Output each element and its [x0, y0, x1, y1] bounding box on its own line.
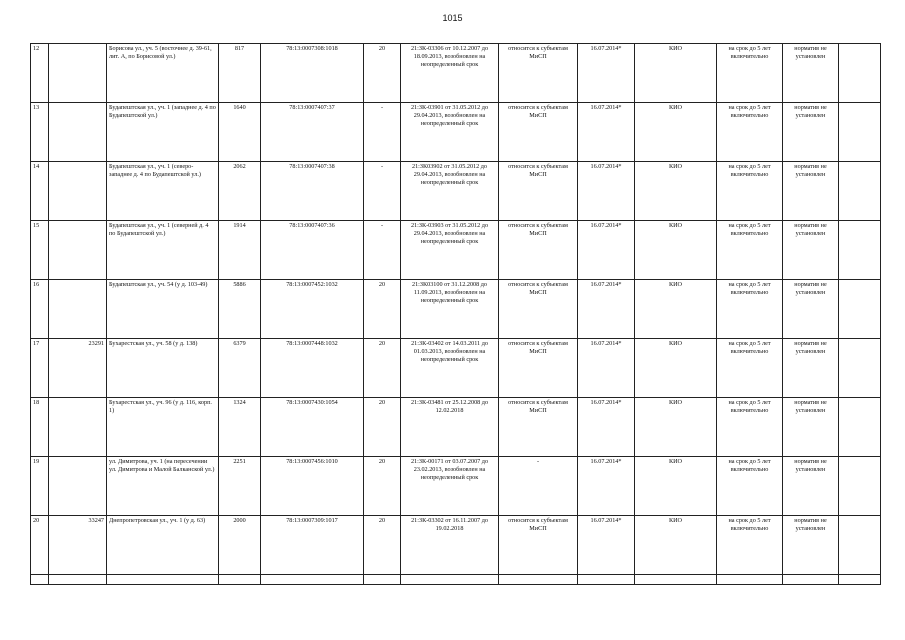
- address-cell: ул. Димитрова, уч. 1 (на пересечении ул. Димитрова и Малой Балканской ул.): [107, 457, 219, 516]
- object-id-cell: [49, 162, 107, 221]
- date-cell: 16.07.2014*: [578, 162, 635, 221]
- area-cell: 1914: [219, 221, 261, 280]
- lease-term-cell: на срок до 5 лет включительно: [717, 103, 783, 162]
- lease-document-cell: 21:ЗК-03481 от 25.12.2008 до 12.02.2018: [401, 398, 499, 457]
- date-cell: 16.07.2014*: [578, 221, 635, 280]
- table-row: [31, 457, 881, 516]
- subject-status-cell: относится к субъектам МиСП: [499, 103, 578, 162]
- subject-status-cell: относится к субъектам МиСП: [499, 44, 578, 103]
- cadastral-number-cell: 78:13:0007448:1032: [261, 339, 364, 398]
- cadastral-number-cell: 78:13:0007407:38: [261, 162, 364, 221]
- authority-cell: КИО: [635, 398, 717, 457]
- lease-term-cell: на срок до 5 лет включительно: [717, 221, 783, 280]
- authority-cell: КИО: [635, 221, 717, 280]
- authority-cell: КИО: [635, 103, 717, 162]
- cadastral-number-cell: 78:13:0007430:1054: [261, 398, 364, 457]
- percent-cell: -: [364, 103, 401, 162]
- percent-cell: -: [364, 221, 401, 280]
- row-number-cell: 18: [31, 398, 49, 457]
- object-id-cell: [49, 44, 107, 103]
- empty-cell: [839, 398, 881, 457]
- lease-document-cell: [401, 575, 499, 585]
- subject-status-cell: относится к субъектам МиСП: [499, 162, 578, 221]
- cadastral-number-cell: 78:13:0007309:1017: [261, 516, 364, 575]
- area-cell: 6379: [219, 339, 261, 398]
- lease-term-cell: на срок до 5 лет включительно: [717, 162, 783, 221]
- subject-status-cell: [499, 575, 578, 585]
- lease-term-cell: на срок до 5 лет включительно: [717, 280, 783, 339]
- area-cell: 2062: [219, 162, 261, 221]
- norm-cell: норматив не установлен: [783, 221, 839, 280]
- row-number-cell: 20: [31, 516, 49, 575]
- empty-cell: [839, 162, 881, 221]
- norm-cell: норматив не установлен: [783, 280, 839, 339]
- date-cell: [578, 575, 635, 585]
- norm-cell: норматив не установлен: [783, 516, 839, 575]
- authority-cell: [635, 575, 717, 585]
- row-number-cell: 17: [31, 339, 49, 398]
- subject-status-cell: -: [499, 457, 578, 516]
- lease-document-cell: 21:ЗК-00171 от 03.07.2007 до 23.02.2013, возобновлен на неопределенный срок: [401, 457, 499, 516]
- table-row: [31, 103, 881, 162]
- address-cell: Будапештская ул., уч. 54 (у д. 103-49): [107, 280, 219, 339]
- subject-status-cell: относится к субъектам МиСП: [499, 516, 578, 575]
- authority-cell: КИО: [635, 280, 717, 339]
- cadastral-number-cell: 78:13:0007407:37: [261, 103, 364, 162]
- percent-cell: -: [364, 162, 401, 221]
- row-number-cell: 15: [31, 221, 49, 280]
- address-cell: Борисова ул., уч. 5 (восточнее д. 39-61, лит. А, по Борисовой ул.): [107, 44, 219, 103]
- object-id-cell: [49, 103, 107, 162]
- area-cell: 817: [219, 44, 261, 103]
- lease-document-cell: 21:ЗК-03901 от 31.05.2012 до 29.04.2013, возобновлен на неопределенный срок: [401, 103, 499, 162]
- lease-document-cell: 21:ЗК03902 от 31.05.2012 до 29.04.2013, возобновлен на неопределенный срок: [401, 162, 499, 221]
- subject-status-cell: относится к субъектам МиСП: [499, 221, 578, 280]
- empty-cell: [839, 339, 881, 398]
- cadastral-number-cell: 78:13:0007308:1018: [261, 44, 364, 103]
- table-row: [31, 398, 881, 457]
- object-id-cell: [49, 221, 107, 280]
- percent-cell: [364, 575, 401, 585]
- authority-cell: КИО: [635, 516, 717, 575]
- row-number-cell: 12: [31, 44, 49, 103]
- object-id-cell: [49, 398, 107, 457]
- empty-cell: [839, 221, 881, 280]
- address-cell: Будапештская ул., уч. 1 (западнее д. 4 по Будапештской ул.): [107, 103, 219, 162]
- empty-cell: [839, 44, 881, 103]
- norm-cell: норматив не установлен: [783, 44, 839, 103]
- object-id-cell: [49, 457, 107, 516]
- lease-term-cell: на срок до 5 лет включительно: [717, 398, 783, 457]
- table-row: [31, 339, 881, 398]
- address-cell: Днепропетровская ул., уч. 1 (у д. 63): [107, 516, 219, 575]
- table-row: [31, 162, 881, 221]
- cadastral-number-cell: 78:13:0007452:1032: [261, 280, 364, 339]
- norm-cell: норматив не установлен: [783, 398, 839, 457]
- area-cell: 1324: [219, 398, 261, 457]
- address-cell: Бухарестская ул., уч. 58 (у д. 138): [107, 339, 219, 398]
- percent-cell: 20: [364, 44, 401, 103]
- row-number-cell: 19: [31, 457, 49, 516]
- lease-term-cell: на срок до 5 лет включительно: [717, 457, 783, 516]
- date-cell: 16.07.2014*: [578, 44, 635, 103]
- date-cell: 16.07.2014*: [578, 103, 635, 162]
- area-cell: 2000: [219, 516, 261, 575]
- cadastral-number-cell: [261, 575, 364, 585]
- norm-cell: [783, 575, 839, 585]
- lease-document-cell: 21:ЗК-03302 от 16.11.2007 до 19.02.2018: [401, 516, 499, 575]
- address-cell: [107, 575, 219, 585]
- address-cell: Будапештская ул., уч. 1 (северо-западнее д. 4 по Будапештской ул.): [107, 162, 219, 221]
- address-cell: Бухарестская ул., уч. 96 (у д. 116, корп. 1): [107, 398, 219, 457]
- object-id-cell: [49, 280, 107, 339]
- land-plots-table: [30, 43, 881, 585]
- row-number-cell: 16: [31, 280, 49, 339]
- authority-cell: КИО: [635, 44, 717, 103]
- norm-cell: норматив не установлен: [783, 103, 839, 162]
- lease-document-cell: 21:ЗК-03306 от 10.12.2007 до 18.09.2013, возобновлен на неопределенный срок: [401, 44, 499, 103]
- area-cell: 1640: [219, 103, 261, 162]
- lease-term-cell: на срок до 5 лет включительно: [717, 339, 783, 398]
- row-number-cell: 14: [31, 162, 49, 221]
- date-cell: 16.07.2014*: [578, 339, 635, 398]
- table-row: [31, 280, 881, 339]
- lease-term-cell: [717, 575, 783, 585]
- table-row: [31, 575, 881, 585]
- date-cell: 16.07.2014*: [578, 398, 635, 457]
- authority-cell: КИО: [635, 339, 717, 398]
- subject-status-cell: относится к субъектам МиСП: [499, 398, 578, 457]
- authority-cell: КИО: [635, 162, 717, 221]
- object-id-cell: [49, 575, 107, 585]
- table-row: [31, 221, 881, 280]
- object-id-cell: 33247: [49, 516, 107, 575]
- percent-cell: 20: [364, 339, 401, 398]
- page-number: 1015: [442, 13, 463, 23]
- address-cell: Будапештская ул., уч. 1 (северней д. 4 по Будапештской ул.): [107, 221, 219, 280]
- object-id-cell: 23291: [49, 339, 107, 398]
- percent-cell: 20: [364, 457, 401, 516]
- cadastral-number-cell: 78:13:0007456:1010: [261, 457, 364, 516]
- lease-term-cell: на срок до 5 лет включительно: [717, 44, 783, 103]
- lease-document-cell: 21:ЗК-03402 от 14.03.2011 до 01.03.2013, возобновлен на неопределенный срок: [401, 339, 499, 398]
- area-cell: [219, 575, 261, 585]
- percent-cell: 20: [364, 516, 401, 575]
- lease-document-cell: 21:ЗК-03903 от 31.05.2012 до 29.04.2013, возобновлен на неопределенный срок: [401, 221, 499, 280]
- row-number-cell: 13: [31, 103, 49, 162]
- percent-cell: 20: [364, 398, 401, 457]
- date-cell: 16.07.2014*: [578, 457, 635, 516]
- date-cell: 16.07.2014*: [578, 280, 635, 339]
- empty-cell: [839, 103, 881, 162]
- empty-cell: [839, 516, 881, 575]
- area-cell: 5886: [219, 280, 261, 339]
- subject-status-cell: относится к субъектам МиСП: [499, 339, 578, 398]
- norm-cell: норматив не установлен: [783, 162, 839, 221]
- empty-cell: [839, 280, 881, 339]
- subject-status-cell: относится к субъектам МиСП: [499, 280, 578, 339]
- norm-cell: норматив не установлен: [783, 339, 839, 398]
- lease-document-cell: 21:ЗК03100 от 31.12.2008 до 11.09.2013, возобновлен на неопределенный срок: [401, 280, 499, 339]
- empty-cell: [839, 575, 881, 585]
- row-number-cell: [31, 575, 49, 585]
- authority-cell: КИО: [635, 457, 717, 516]
- table-row: [31, 516, 881, 575]
- area-cell: 2251: [219, 457, 261, 516]
- date-cell: 16.07.2014*: [578, 516, 635, 575]
- percent-cell: 20: [364, 280, 401, 339]
- lease-term-cell: на срок до 5 лет включительно: [717, 516, 783, 575]
- empty-cell: [839, 457, 881, 516]
- cadastral-number-cell: 78:13:0007407:36: [261, 221, 364, 280]
- norm-cell: норматив не установлен: [783, 457, 839, 516]
- table-row: [31, 44, 881, 103]
